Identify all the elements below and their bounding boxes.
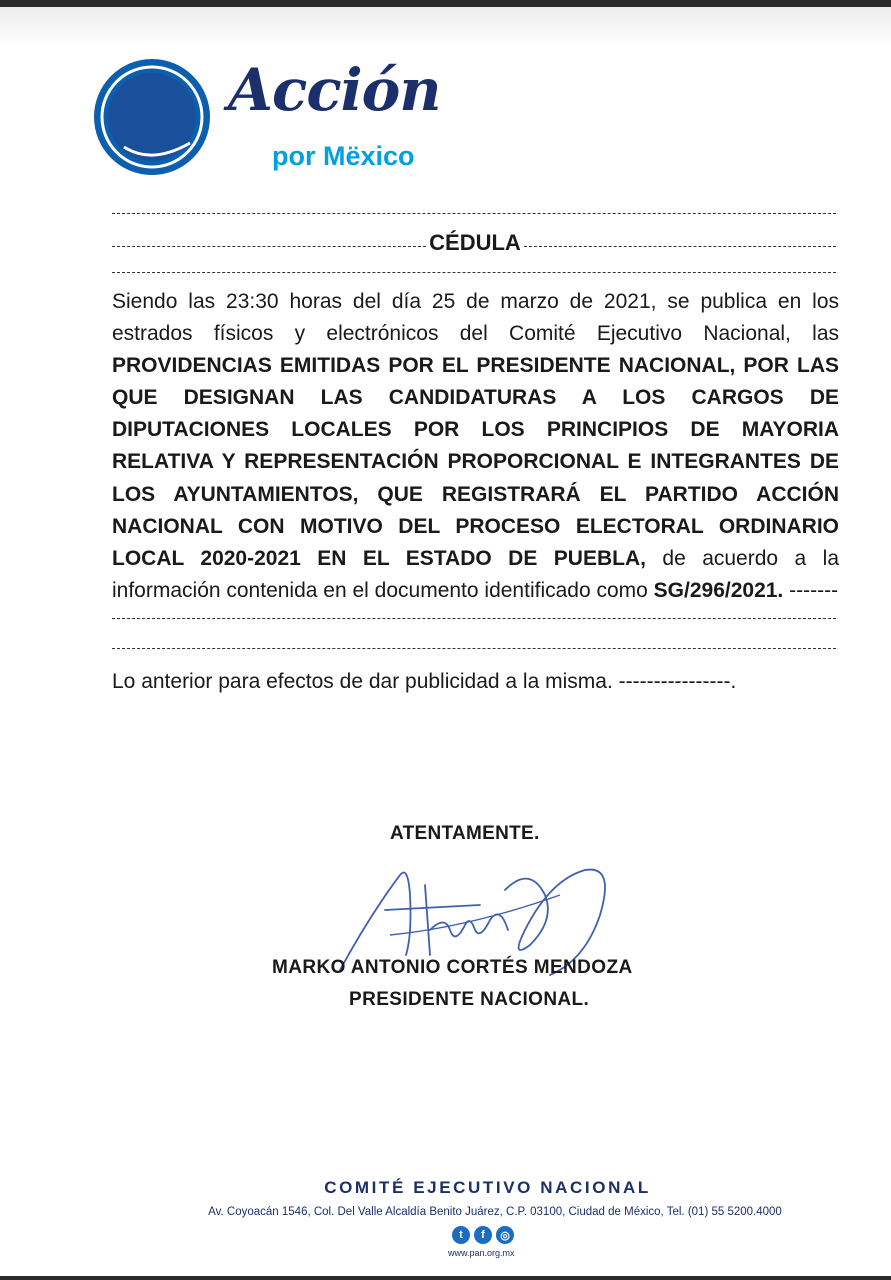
document-title: CÉDULA: [429, 230, 521, 255]
footer-address: Av. Coyoacán 1546, Col. Del Valle Alcaldía Benito Juárez, C.P. 03100, Ciudad de México, Tel. (01) 55 5200.4000: [208, 1206, 782, 1218]
instagram-icon[interactable]: ◎: [496, 1226, 514, 1244]
dash-rule: [112, 213, 836, 214]
logo-por-mexico-text: por Mëxico: [272, 141, 415, 171]
dash-rule: [112, 246, 426, 247]
dash-rule: [112, 272, 836, 273]
twitter-icon[interactable]: t: [452, 1226, 470, 1244]
signatory-name: MARKO ANTONIO CORTÉS MENDOZA: [272, 957, 633, 978]
logo-accion-text: Acción: [228, 56, 441, 124]
bottom-edge: [0, 1276, 891, 1280]
signature-salutation: ATENTAMENTE.: [390, 823, 540, 844]
facebook-icon[interactable]: f: [474, 1226, 492, 1244]
signature-block: [260, 815, 700, 1015]
dash-rule: [112, 648, 836, 649]
dash-rule: [524, 246, 836, 247]
top-edge: [0, 0, 891, 7]
signatory-role: PRESIDENTE NACIONAL.: [349, 989, 590, 1010]
document-body: [112, 286, 839, 607]
footer-website[interactable]: www.pan.org.mx: [448, 1248, 515, 1258]
footer-org: COMITÉ EJECUTIVO NACIONAL: [324, 1178, 651, 1197]
top-shade: [0, 7, 891, 47]
body-tail: -------: [783, 578, 839, 602]
title-row: [112, 228, 836, 258]
logo-pan-text: PAN: [37, 81, 93, 122]
body-intro: Siendo las 23:30 horas del día 25 de marzo de 2021, se publica en los estrados físicos y electrónicos del Comité Ejecutivo Nacional, las: [112, 290, 839, 346]
closing-line: Lo anterior para efectos de dar publicidad a la misma. ----------------.: [112, 670, 737, 693]
dash-rule: [112, 618, 836, 619]
document-id: SG/296/2021.: [653, 578, 784, 602]
social-links: [452, 1226, 532, 1248]
body-bold: PROVIDENCIAS EMITIDAS POR EL PRESIDENTE NACIONAL, POR LAS QUE DESIGNAN LAS CANDIDATURAS A LOS CARGOS DE DIPUTACIONES LOCALES POR LOS PRINCIPIOS DE MAYORIA RELATIVA Y REPRESENTACIÓN PROPORCIONAL E INTEGRANTES DE LOS AYUNTAMIENTOS, QUE REGISTRARÁ EL PARTIDO ACCIÓN NACIONAL CON MOTIVO DEL PROCESO ELECTORAL ORDINARIO LOCAL 2020-2021 EN EL ESTADO DE PUEBLA,: [112, 354, 839, 570]
body-mid: de acuerdo a la información contenida en el documento identificado como: [112, 546, 839, 602]
